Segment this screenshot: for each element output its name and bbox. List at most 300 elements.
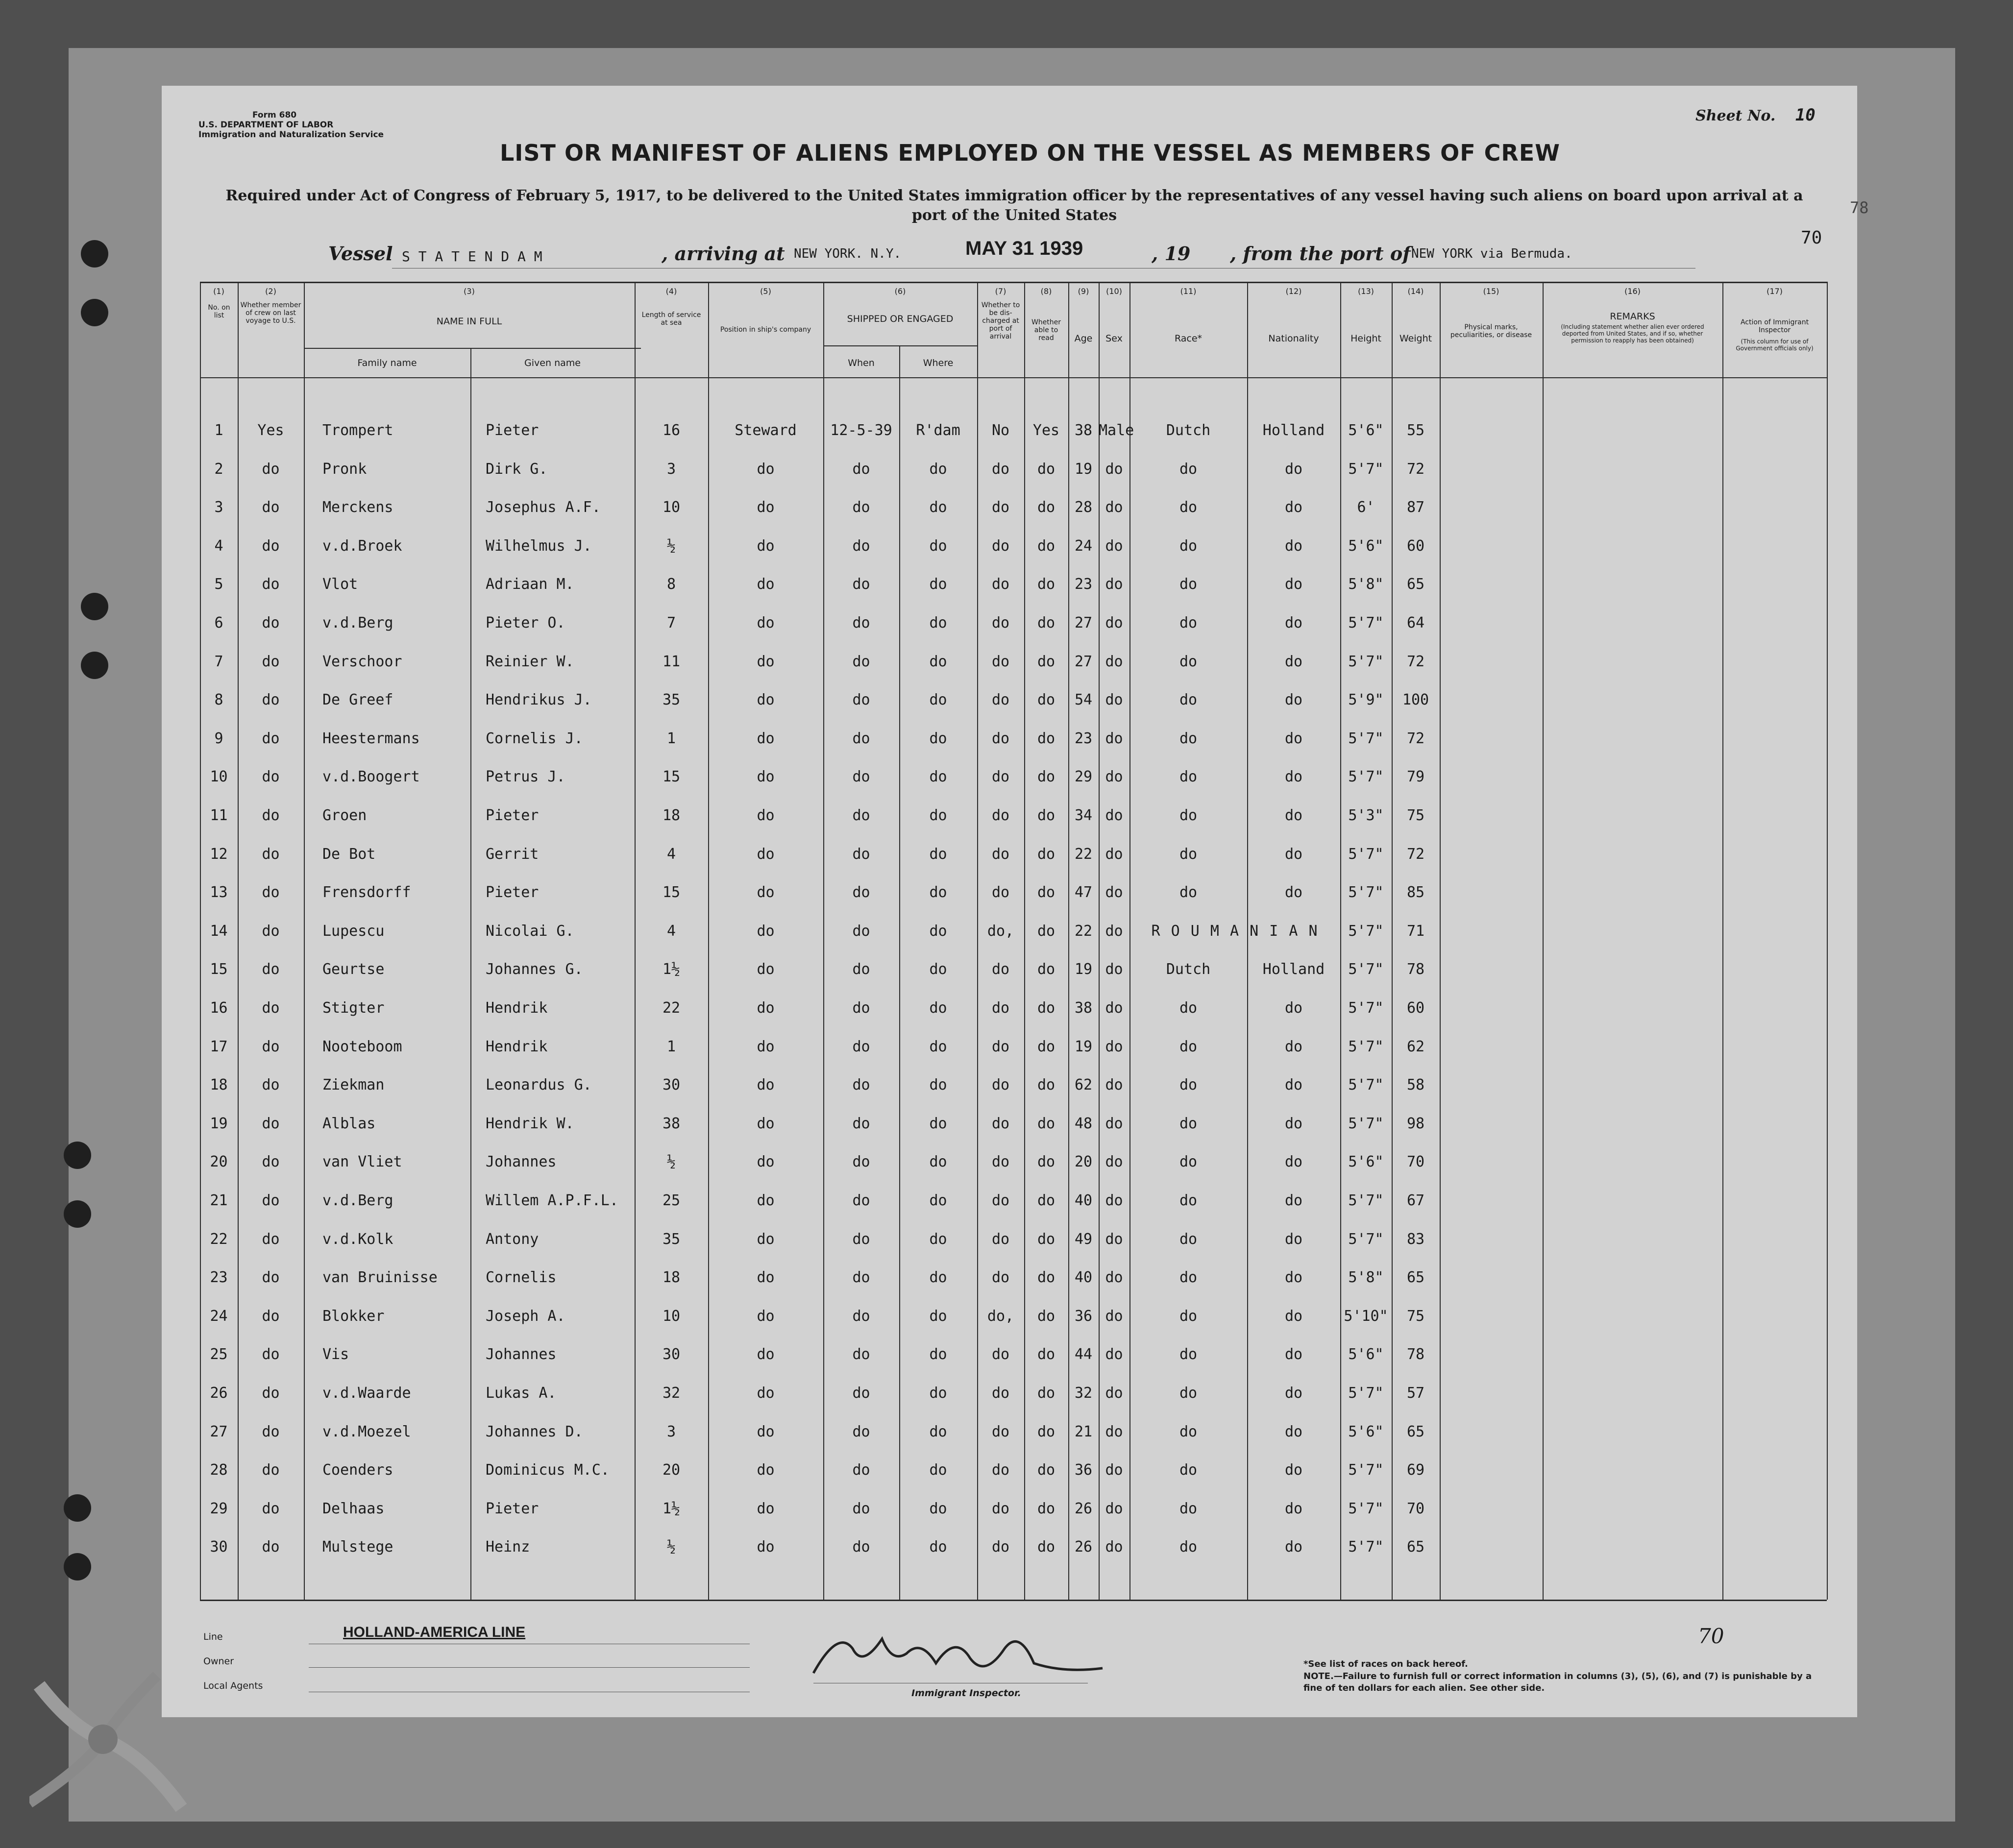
ship-position-cell: do	[757, 1269, 775, 1287]
weight-cell: 79	[1406, 768, 1425, 786]
nationality-cell: do	[1284, 1076, 1303, 1094]
shipped-where-cell: do	[929, 460, 947, 478]
weight-cell: 100	[1402, 691, 1429, 709]
family-name-cell: De Greef	[322, 691, 393, 709]
nationality-cell: do	[1284, 845, 1303, 863]
height-cell: 6'	[1357, 499, 1375, 516]
shipped-where-cell: do	[929, 1307, 947, 1325]
shipped-where-cell: do	[929, 1076, 947, 1094]
col-head-shipped: SHIPPED OR ENGAGED	[847, 314, 954, 324]
given-name-cell: Pieter	[486, 1500, 539, 1517]
height-cell: 5'7"	[1348, 1076, 1384, 1094]
nationality-cell: do	[1284, 1153, 1303, 1171]
ship-position-cell: do	[757, 1038, 775, 1055]
page-subtitle: Required under Act of Congress of February 5, 1917, to be delivered to the United States immigration officer by the representatives of any vessel having such aliens on board upon arrival at a port of the United States	[225, 187, 1803, 224]
discharged-cell: do	[991, 884, 1010, 901]
weight-cell: 55	[1406, 422, 1425, 439]
crew-last-voyage-cell: do	[262, 1153, 280, 1171]
family-name-cell: Trompert	[322, 422, 393, 439]
family-name-cell: Verschoor	[322, 653, 402, 670]
shipped-when-cell: do	[852, 1230, 870, 1248]
shipped-where-cell: do	[929, 807, 947, 824]
crew-last-voyage-cell: do	[262, 1230, 280, 1248]
nationality-cell: do	[1284, 1538, 1303, 1556]
discharged-cell: do	[991, 576, 1010, 593]
able-to-read-cell: do	[1037, 499, 1056, 516]
shipped-where-cell: do	[929, 1115, 947, 1132]
service-length-cell: 35	[662, 691, 681, 709]
weight-cell: 78	[1406, 1346, 1425, 1363]
given-name-cell: Hendrik	[486, 1038, 548, 1055]
crew-last-voyage-cell: do	[262, 807, 280, 824]
row-number-cell: 4	[214, 537, 223, 555]
row-number-cell: 29	[210, 1500, 228, 1517]
family-name-cell: Blokker	[322, 1307, 385, 1325]
nationality-cell: do	[1284, 1385, 1303, 1402]
row-number-cell: 15	[210, 961, 228, 978]
sex-cell: do	[1105, 884, 1123, 901]
binder-hole	[64, 1494, 91, 1522]
shipped-where-cell: do	[929, 1538, 947, 1556]
able-to-read-cell: do	[1037, 768, 1056, 786]
crew-last-voyage-cell: do	[262, 1385, 280, 1402]
able-to-read-cell: do	[1037, 961, 1056, 978]
row-number-cell: 21	[210, 1192, 228, 1209]
col-head-physical: Physical marks, peculiarities, or disease	[1450, 323, 1532, 339]
age-cell: 36	[1074, 1307, 1093, 1325]
age-cell: 38	[1074, 999, 1093, 1017]
row-number-cell: 30	[210, 1538, 228, 1556]
col-num-13: (13)	[1358, 287, 1374, 296]
service-length-cell: 4	[666, 845, 676, 863]
binder-hole	[64, 1200, 91, 1228]
able-to-read-cell: do	[1037, 537, 1056, 555]
service-length-cell: ½	[666, 1153, 676, 1171]
discharged-cell: do	[991, 845, 1010, 863]
table-row	[200, 835, 1854, 874]
weight-cell: 65	[1406, 576, 1425, 593]
able-to-read-cell: do	[1037, 691, 1056, 709]
discharged-cell: No	[991, 422, 1010, 439]
binder-hole	[64, 1553, 91, 1581]
family-name-cell: v.d.Moezel	[322, 1423, 411, 1440]
ship-position-cell: Steward	[735, 422, 797, 439]
shipped-where-cell: R'dam	[916, 422, 960, 439]
age-cell: 38	[1074, 422, 1093, 439]
able-to-read-cell: do	[1037, 1461, 1056, 1479]
discharged-cell: do	[991, 691, 1010, 709]
service-length-cell: 10	[662, 499, 681, 516]
sex-cell: do	[1105, 1385, 1123, 1402]
age-cell: 47	[1074, 884, 1093, 901]
shipped-when-cell: do	[852, 1076, 870, 1094]
sheet-label: Sheet No.	[1695, 107, 1776, 124]
shipped-when-cell: do	[852, 499, 870, 516]
race-cell: do	[1179, 1538, 1198, 1556]
row-number-cell: 1	[214, 422, 223, 439]
weight-cell: 62	[1406, 1038, 1425, 1055]
col-head-read: Whether able to read	[1031, 318, 1061, 342]
nationality-cell	[1247, 912, 1340, 950]
race-cell: do	[1179, 1385, 1198, 1402]
col-num-11: (11)	[1180, 287, 1197, 296]
ship-position-cell: do	[757, 1461, 775, 1479]
race-cell: do	[1179, 576, 1198, 593]
ship-position-cell: do	[757, 884, 775, 901]
sex-cell: do	[1105, 1192, 1123, 1209]
race-cell: do	[1179, 1192, 1198, 1209]
col-num-10: (10)	[1106, 287, 1122, 296]
ship-position-cell: do	[757, 1192, 775, 1209]
table-row	[200, 1413, 1854, 1451]
sex-cell: do	[1105, 961, 1123, 978]
age-cell: 23	[1074, 576, 1093, 593]
given-name-cell: Hendrik	[486, 999, 548, 1017]
race-cell: do	[1179, 768, 1198, 786]
ship-position-cell: do	[757, 1230, 775, 1248]
races-note: *See list of races on back hereof.	[1303, 1659, 1468, 1669]
shipped-when-cell: 12-5-39	[830, 422, 892, 439]
crew-last-voyage-cell: do	[262, 1192, 280, 1209]
height-cell: 5'7"	[1348, 845, 1384, 863]
table-row	[200, 1259, 1854, 1297]
ship-position-cell: do	[757, 1153, 775, 1171]
weight-cell: 75	[1406, 807, 1425, 824]
row-number-cell: 5	[214, 576, 223, 593]
col-head-weight: Weight	[1399, 333, 1432, 344]
crew-last-voyage-cell: do	[262, 729, 280, 747]
table-row	[200, 488, 1854, 527]
able-to-read-cell: do	[1037, 884, 1056, 901]
binder-hole	[81, 652, 108, 679]
race-cell: do	[1179, 1307, 1198, 1325]
race-cell: do	[1179, 614, 1198, 632]
crew-last-voyage-cell: do	[262, 845, 280, 863]
nationality-cell: do	[1284, 576, 1303, 593]
given-name-cell: Joseph A.	[486, 1307, 565, 1325]
height-cell: 5'6"	[1348, 422, 1384, 439]
shipped-when-cell: do	[852, 1461, 870, 1479]
race-cell: Dutch	[1166, 961, 1211, 978]
given-name-cell: Leonardus G.	[486, 1076, 592, 1094]
family-name-cell: v.d.Berg	[322, 614, 393, 632]
weight-cell: 60	[1406, 537, 1425, 555]
given-name-cell: Reinier W.	[486, 653, 574, 670]
sex-cell: do	[1105, 1038, 1123, 1055]
discharged-cell: do	[991, 729, 1010, 747]
col-num-7: (7)	[995, 287, 1006, 296]
form-id-block	[198, 110, 384, 140]
race-cell: do	[1179, 1461, 1198, 1479]
inspector-label: Immigrant Inspector.	[911, 1688, 1021, 1699]
col-head-height: Height	[1350, 333, 1381, 344]
service-length-cell: 38	[662, 1115, 681, 1132]
shipped-when-cell: do	[852, 1153, 870, 1171]
family-name-cell: Mulstege	[322, 1538, 393, 1556]
discharged-cell: do	[991, 1423, 1010, 1440]
nationality-cell: do	[1284, 1500, 1303, 1517]
height-cell: 5'7"	[1348, 1538, 1384, 1556]
able-to-read-cell: do	[1037, 807, 1056, 824]
able-to-read-cell: do	[1037, 999, 1056, 1017]
crew-last-voyage-cell: do	[262, 576, 280, 593]
nationality-cell: do	[1284, 499, 1303, 516]
able-to-read-cell: do	[1037, 922, 1056, 940]
given-name-cell: Antony	[486, 1230, 539, 1248]
row-number-cell: 19	[210, 1115, 228, 1132]
service-length-cell: 7	[666, 614, 676, 632]
race-cell: do	[1179, 1500, 1198, 1517]
height-cell: 5'7"	[1348, 1115, 1384, 1132]
ship-position-cell: do	[757, 499, 775, 516]
shipped-where-cell: do	[929, 576, 947, 593]
row-number-cell: 26	[210, 1385, 228, 1402]
able-to-read-cell: do	[1037, 1500, 1056, 1517]
nationality-cell: do	[1284, 614, 1303, 632]
race-cell: do	[1179, 1153, 1198, 1171]
ship-position-cell: do	[757, 1346, 775, 1363]
age-cell: 48	[1074, 1115, 1093, 1132]
table-row	[200, 1182, 1854, 1220]
family-name-cell: Delhaas	[322, 1500, 385, 1517]
shipped-when-cell: do	[852, 961, 870, 978]
given-name-cell: Lukas A.	[486, 1385, 557, 1402]
table-row	[200, 565, 1854, 604]
race-cell: do	[1179, 1230, 1198, 1248]
row-number-cell: 20	[210, 1153, 228, 1171]
shipped-where-cell: do	[929, 653, 947, 670]
sub-head-where: Where	[923, 358, 954, 368]
height-cell: 5'6"	[1348, 1153, 1384, 1171]
service-length-cell: 10	[662, 1307, 681, 1325]
nationality-cell: do	[1284, 1230, 1303, 1248]
weight-cell: 69	[1406, 1461, 1425, 1479]
shipped-where-cell: do	[929, 1423, 947, 1440]
sex-cell: do	[1105, 922, 1123, 940]
age-cell: 19	[1074, 961, 1093, 978]
shipped-when-cell: do	[852, 807, 870, 824]
crew-last-voyage-cell: do	[262, 460, 280, 478]
weight-cell: 58	[1406, 1076, 1425, 1094]
age-cell: 23	[1074, 729, 1093, 747]
able-to-read-cell: do	[1037, 1153, 1056, 1171]
given-name-cell: Dirk G.	[486, 460, 548, 478]
crew-last-voyage-cell: do	[262, 537, 280, 555]
weight-cell: 64	[1406, 614, 1425, 632]
ship-position-cell: do	[757, 1307, 775, 1325]
col-head-service: Length of service at sea	[641, 311, 701, 327]
family-name-cell: Ziekman	[322, 1076, 385, 1094]
owner-underline	[309, 1667, 750, 1668]
height-cell: 5'6"	[1348, 1423, 1384, 1440]
race-cell: do	[1179, 807, 1198, 824]
family-name-cell: Pronk	[322, 460, 367, 478]
weight-cell: 70	[1406, 1500, 1425, 1517]
sex-cell: do	[1105, 1500, 1123, 1517]
service-length-cell: 1	[666, 1038, 676, 1055]
ship-position-cell: do	[757, 729, 775, 747]
given-name-cell: Nicolai G.	[486, 922, 574, 940]
department: U.S. DEPARTMENT OF LABOR	[198, 120, 334, 130]
age-cell: 36	[1074, 1461, 1093, 1479]
race-cell: do	[1179, 845, 1198, 863]
col-head-age: Age	[1074, 333, 1093, 344]
table-row	[200, 1297, 1854, 1336]
shipped-when-cell: do	[852, 614, 870, 632]
nationality-cell: do	[1284, 768, 1303, 786]
table-row	[200, 1220, 1854, 1259]
table-row	[200, 681, 1854, 719]
able-to-read-cell: do	[1037, 1076, 1056, 1094]
height-cell: 5'6"	[1348, 537, 1384, 555]
family-name-cell: Alblas	[322, 1115, 376, 1132]
row-number-cell: 11	[210, 807, 228, 824]
sheet-number: 10	[1795, 105, 1816, 125]
age-cell: 34	[1074, 807, 1093, 824]
table-row	[200, 1490, 1854, 1528]
row-number-cell: 24	[210, 1307, 228, 1325]
sub-head-given: Given name	[524, 358, 581, 368]
ship-position-cell: do	[757, 691, 775, 709]
height-cell: 5'7"	[1348, 884, 1384, 901]
service-length-cell: 1½	[662, 961, 681, 978]
given-name-cell: Hendrik W.	[486, 1115, 574, 1132]
shipped-where-cell: do	[929, 1461, 947, 1479]
given-name-cell: Pieter	[486, 422, 539, 439]
table-row	[200, 1451, 1854, 1489]
service-length-cell: 1½	[662, 1500, 681, 1517]
row-number-cell: 13	[210, 884, 228, 901]
sex-cell: do	[1105, 499, 1123, 516]
binder-hole	[81, 593, 108, 620]
sex-cell: do	[1105, 691, 1123, 709]
able-to-read-cell: do	[1037, 1423, 1056, 1440]
race-cell: do	[1179, 729, 1198, 747]
discharged-cell: do	[991, 1192, 1010, 1209]
height-cell: 5'8"	[1348, 1269, 1384, 1287]
col-num-6: (6)	[894, 287, 906, 296]
discharged-cell: do	[991, 1346, 1010, 1363]
race-cell: do	[1179, 460, 1198, 478]
table-row	[200, 874, 1854, 912]
crew-last-voyage-cell: do	[262, 768, 280, 786]
given-name-cell: Dominicus M.C.	[486, 1461, 610, 1479]
given-name-cell: Cornelis	[486, 1269, 557, 1287]
ship-position-cell: do	[757, 576, 775, 593]
from-label: , from the port of	[1230, 243, 1411, 265]
service-length-cell: 15	[662, 884, 681, 901]
shipped-where-cell: do	[929, 537, 947, 555]
shipped-where-cell: do	[929, 614, 947, 632]
discharged-cell: do	[991, 1500, 1010, 1517]
ship-position-cell: do	[757, 1385, 775, 1402]
crew-last-voyage-cell: do	[262, 884, 280, 901]
table-row	[200, 1028, 1854, 1066]
age-cell: 19	[1074, 1038, 1093, 1055]
table-row	[200, 720, 1854, 758]
crew-last-voyage-cell: do	[262, 999, 280, 1017]
age-cell: 29	[1074, 768, 1093, 786]
col-num-4: (4)	[665, 287, 677, 296]
shipped-where-cell: do	[929, 1153, 947, 1171]
arriving-port: NEW YORK. N.Y.	[794, 246, 902, 261]
weight-cell: 75	[1406, 1307, 1425, 1325]
row-number-cell: 17	[210, 1038, 228, 1055]
service-length-cell: 18	[662, 807, 681, 824]
table-row	[200, 950, 1854, 989]
family-name-cell: Coenders	[322, 1461, 393, 1479]
crew-last-voyage-cell: do	[262, 1461, 280, 1479]
binder-hole	[81, 299, 108, 326]
discharged-cell: do	[991, 1269, 1010, 1287]
age-cell: 27	[1074, 614, 1093, 632]
sub-head-remarks-note: (Including statement whether alien ever ordered deported from United States, and if so, whether permission to reapply has been obtained)	[1561, 323, 1704, 344]
sex-cell: do	[1105, 537, 1123, 555]
year-label: , 19	[1152, 243, 1191, 265]
sex-cell: do	[1105, 807, 1123, 824]
nationality-cell: do	[1284, 537, 1303, 555]
able-to-read-cell: do	[1037, 1385, 1056, 1402]
row-number-cell: 10	[210, 768, 228, 786]
binder-hole	[81, 240, 108, 267]
height-cell: 5'9"	[1348, 691, 1384, 709]
shipped-where-cell: do	[929, 1269, 947, 1287]
ship-position-cell: do	[757, 922, 775, 940]
race-cell: do	[1179, 1346, 1198, 1363]
shipped-when-cell: do	[852, 576, 870, 593]
family-name-cell: Stigter	[322, 999, 385, 1017]
discharged-cell: do	[991, 1230, 1010, 1248]
col-num-2: (2)	[265, 287, 276, 296]
col-num-15: (15)	[1483, 287, 1499, 296]
sex-cell: do	[1105, 1307, 1123, 1325]
crew-last-voyage-cell: do	[262, 1307, 280, 1325]
crew-last-voyage-cell: do	[262, 1269, 280, 1287]
binder-hole	[64, 1142, 91, 1169]
shipped-where-cell: do	[929, 768, 947, 786]
service-length-cell: 3	[666, 1423, 676, 1440]
able-to-read-cell: do	[1037, 729, 1056, 747]
able-to-read-cell: do	[1037, 1307, 1056, 1325]
height-cell: 5'7"	[1348, 1461, 1384, 1479]
given-name-cell: Josephus A.F.	[486, 499, 601, 516]
service-length-cell: 22	[662, 999, 681, 1017]
age-cell: 40	[1074, 1192, 1093, 1209]
height-cell: 5'7"	[1348, 1230, 1384, 1248]
service-length-cell: 18	[662, 1269, 681, 1287]
family-name-cell: v.d.Berg	[322, 1192, 393, 1209]
discharged-cell: do	[991, 614, 1010, 632]
family-name-cell: v.d.Waarde	[322, 1385, 411, 1402]
age-cell: 24	[1074, 537, 1093, 555]
family-name-cell: Vis	[322, 1346, 349, 1363]
table-row	[200, 1528, 1854, 1566]
age-cell: 21	[1074, 1423, 1093, 1440]
weight-cell: 85	[1406, 884, 1425, 901]
able-to-read-cell: do	[1037, 460, 1056, 478]
form-number: Form 680	[252, 110, 297, 120]
shipped-where-cell: do	[929, 961, 947, 978]
row-number-cell: 2	[214, 460, 223, 478]
shipped-when-cell: do	[852, 922, 870, 940]
col-num-5: (5)	[760, 287, 771, 296]
table-bottom-border	[200, 1600, 1827, 1601]
height-cell: 5'8"	[1348, 576, 1384, 593]
shipped-when-cell: do	[852, 460, 870, 478]
family-name-cell: Frensdorff	[322, 884, 411, 901]
age-cell: 54	[1074, 691, 1093, 709]
able-to-read-cell: do	[1037, 1230, 1056, 1248]
